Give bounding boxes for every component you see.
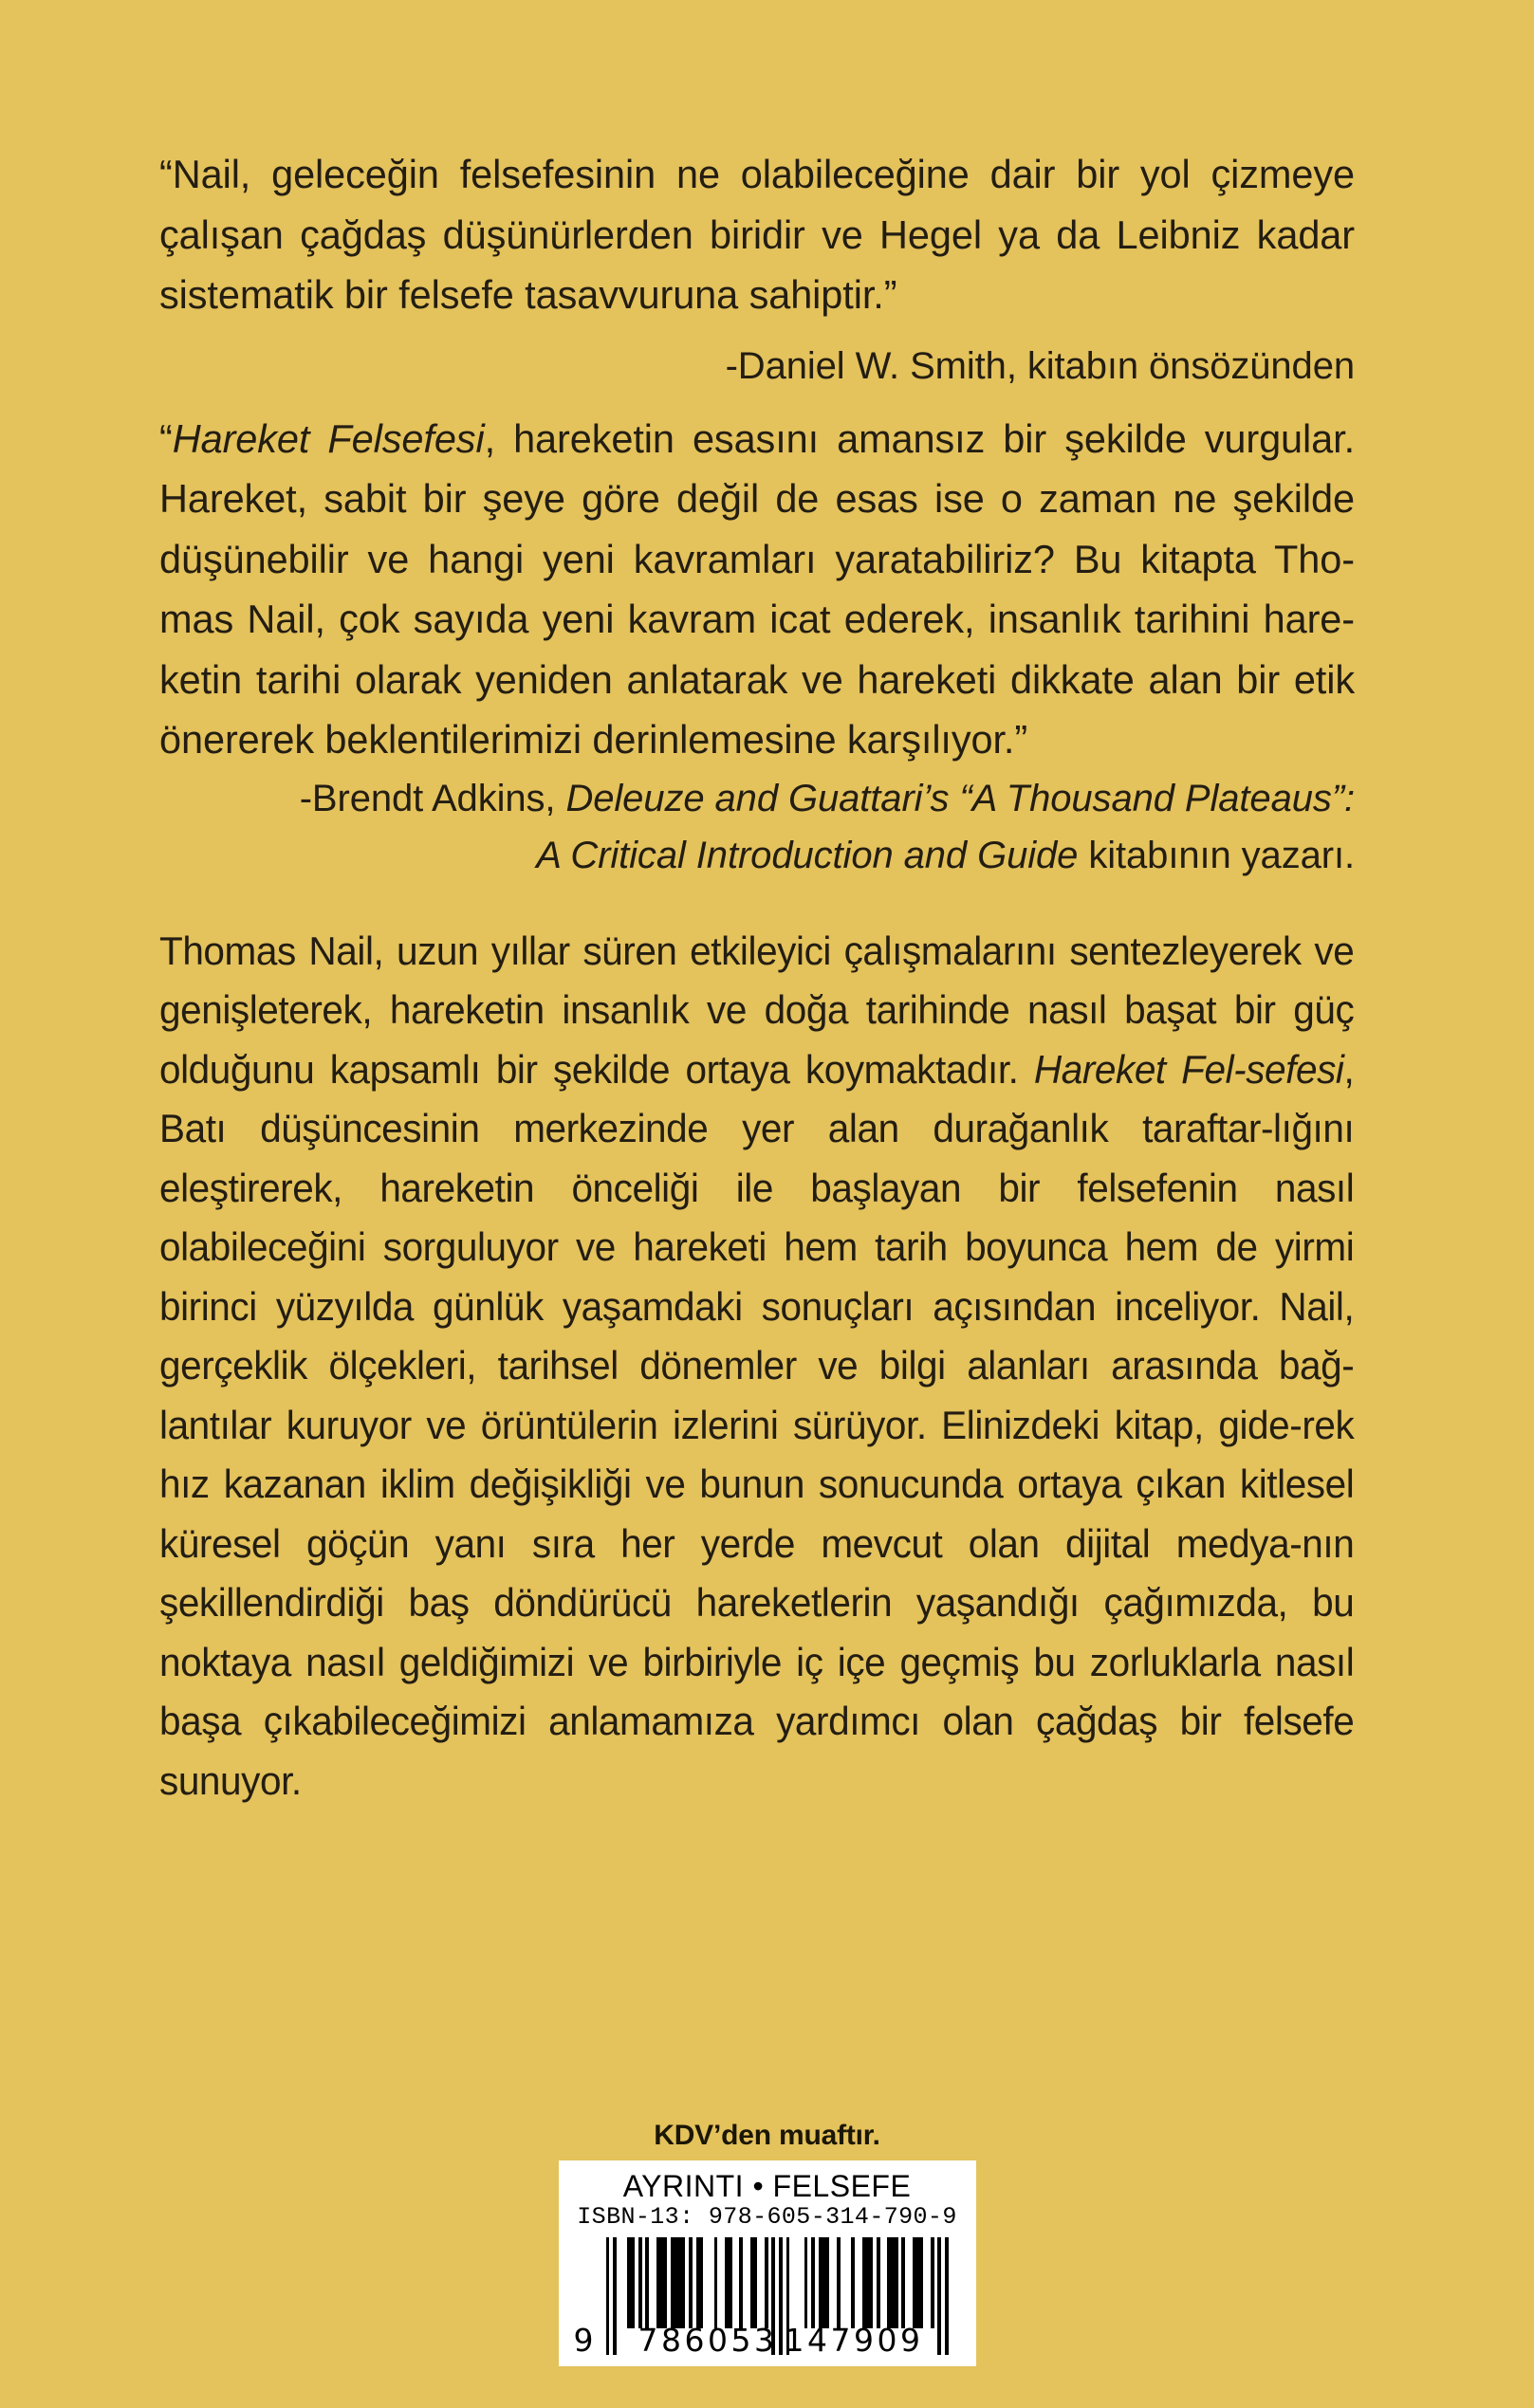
- quote-adkins-text: [159, 409, 1355, 770]
- barcode-panel: [559, 2160, 976, 2366]
- book-title-italic: Hareket Felsefesi: [172, 415, 485, 461]
- imprint-label: AYRINTI • FELSEFE: [622, 2168, 912, 2203]
- attribution-suffix: kitabının yazarı.: [1078, 834, 1355, 876]
- description-book-title: Hareket Fel-sefesi: [1033, 1046, 1344, 1092]
- spacer: [159, 325, 1355, 337]
- quote-adkins-attribution: [159, 770, 1355, 884]
- barcode-digits-mid: 786053: [638, 2322, 778, 2359]
- attribution-book-title-2: A Critical Introduction and Guide: [536, 834, 1079, 876]
- description-part-2: , Batı düşüncesinin merkezinde yer alan durağanlık taraftar-lığını eleştirerek, hareketin önceliği ile başlayan bir felsefenin nasıl olabileceğini sorguluyor ve hareketi hem tarih boyunca hem de yirmi birinci yüzyılda günlük yaşamdaki sonuçları açısından inceliyor. Nail, gerçeklik ölçekleri, tarihsel dönemler ve bilgi alanları arasında bağ-lantılar kuruyor ve örüntülerin izlerini sürüyor. Elinizdeki kitap, gide-rek hız kazanan iklim değişikliği ve bunun sonucunda ortaya çıkan kitlesel küresel göçün yanı sıra her yerde mevcut olan dijital medya-nın şekillendirdiği baş döndürücü hareketlerin yaşandığı çağımızda, bu noktaya nasıl geldiğimizi ve birbiriyle iç içe geçmiş bu zorluklarla nasıl başa çıkabileceğimizi anlamamıza yardımcı olan çağdaş bir felsefe sunuyor.: [159, 1046, 1355, 1803]
- barcode-digits: [573, 2322, 961, 2359]
- spacer: [159, 395, 1355, 409]
- spacer: [159, 884, 1355, 922]
- isbn-label: ISBN-13: 978-605-314-790-9: [577, 2203, 957, 2231]
- description-part-1: Thomas Nail, uzun yıllar süren etkileyici çalışmalarını sentezleyerek ve genişleterek, hareketin insanlık ve doğa tarihinde nasıl başat bir güç olduğunu kapsamlı bir şekilde ortaya koymaktadır.: [159, 928, 1355, 1092]
- barcode-digits-right: 147909: [784, 2322, 924, 2359]
- barcode-bars: [606, 2237, 950, 2328]
- tax-note: KDV’den muaftır.: [654, 2119, 880, 2151]
- quote-smith-attribution: -Daniel W. Smith, kitabın önsözünden: [725, 344, 1355, 387]
- barcode: [573, 2237, 961, 2359]
- footer-block: [0, 2120, 1534, 2366]
- barcode-digit-left: 9: [573, 2322, 594, 2359]
- quote-open-mark: “: [159, 415, 173, 461]
- attribution-book-title-1: Deleuze and Guattari’s “A Thousand Plateaus”:: [565, 777, 1355, 819]
- attribution-name: -Brendt Adkins,: [299, 777, 566, 819]
- quote-adkins-body: , hareketin esasını amansız bir şekilde vurgular. Hareket, sabit bir şeye göre değil de esas ise o zaman ne şekilde düşünebilir ve hangi yeni kavramları yaratabiliriz? Bu kitapta Tho-mas Nail, çok sayıda yeni kavram icat ederek, insanlık tarihini hare-ketin tarihi olarak yeniden anlatarak ve hareketi dikkate alan bir etik önererek beklentilerimizi derinlemesine karşılıyor.”: [159, 415, 1356, 762]
- description-paragraph: [159, 922, 1354, 1811]
- quote-smith-text: “Nail, geleceğin felsefesinin ne olabileceğine dair bir yol çizmeye çalışan çağdaş düşünürlerden biridir ve Hegel ya da Leibniz kadar sistematik bir felsefe tasavvuruna sahiptir.”: [159, 152, 1355, 317]
- text-column: [159, 144, 1355, 1811]
